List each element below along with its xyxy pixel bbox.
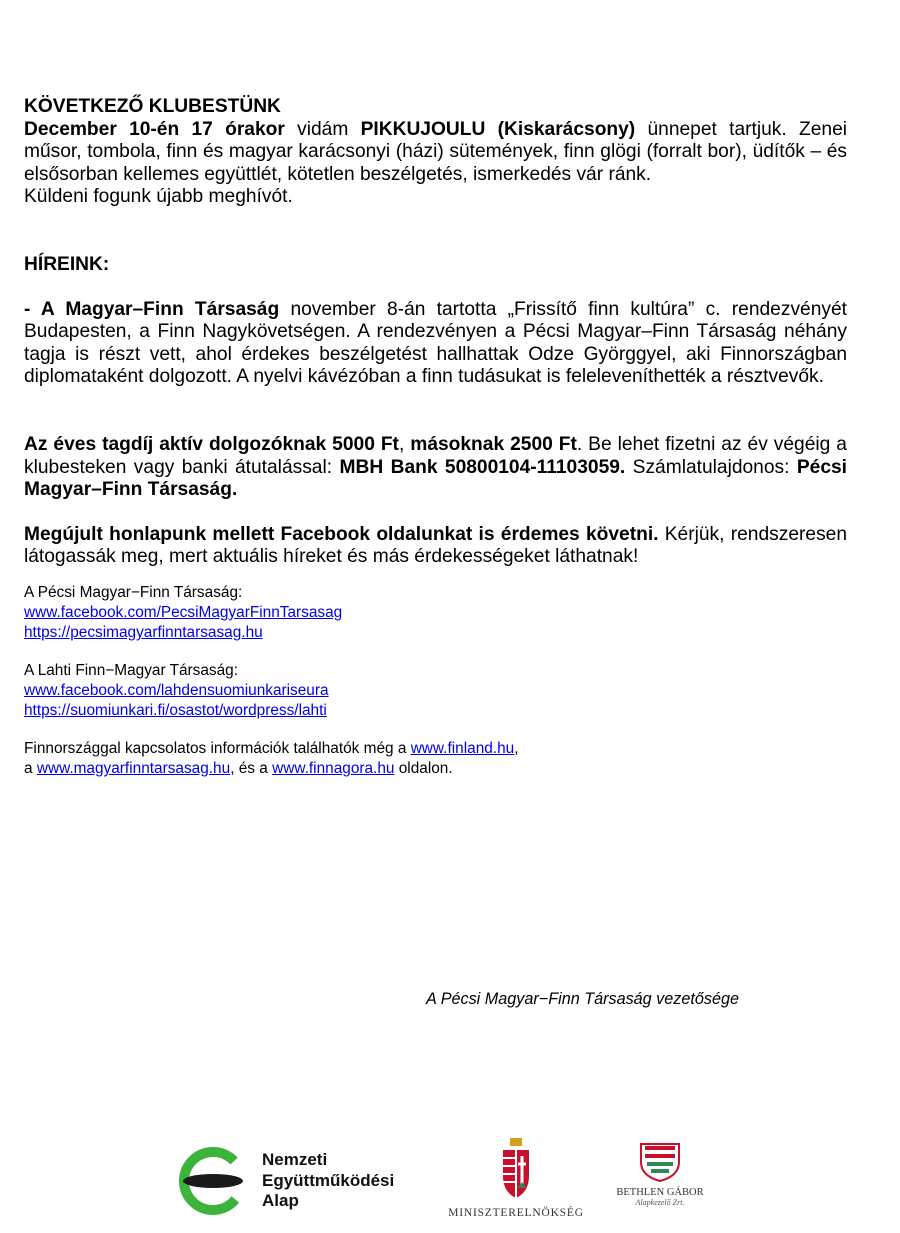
bethlen-logo: BETHLEN GÁBOR Alapkezelő Zrt. xyxy=(610,1138,710,1207)
news-paragraph: - A Magyar–Finn Társaság november 8-án tartotta „Frissítő finn kultúra” c. rendezvényét Budapesten, a Finn Nagykövetségen. A rendezvényen a Pécsi Magyar–Finn Társaság néhány tagja is részt vett, ahol érdekes beszélgetést hallhattak Odze Györggyel, aki Finnországban diplomataként dolgozott. A nyelvi kávézóban a finn tudásukat is feleleveníthették a résztvevők. xyxy=(24,298,847,388)
pecs-links xyxy=(24,583,847,643)
lahti-facebook-link[interactable]: www.facebook.com/lahdensuomiunkariseura xyxy=(24,681,329,699)
invite-note: Küldeni fogunk újabb meghívót. xyxy=(24,186,293,208)
info-links: Finnországgal kapcsolatos információk találhatók még a www.finland.hu, a www.magyarfinntarsasag.hu, és a www.finnagora.hu oldalon. xyxy=(24,739,519,777)
next-event-heading: KÖVETKEZŐ KLUBESTÜNK xyxy=(24,96,281,117)
lahti-label: A Lahti Finn−Magyar Társaság: xyxy=(24,661,239,679)
coat-of-arms-icon xyxy=(499,1136,533,1200)
document-body xyxy=(24,96,847,779)
news-heading: HÍREINK: xyxy=(24,253,110,275)
pecs-website-link[interactable]: https://pecsimagyarfinntarsasag.hu xyxy=(24,623,263,641)
next-event-paragraph: December 10-én 17 órakor vidám PIKKUJOULU (Kiskarácsony) ünnepet tartjuk. Zenei műsor, tombola, finn és magyar karácsonyi (házi) sütemények, finn glögi (forralt bor), üdítők – és elsősorban kellemes együttlét, kötetlen beszélgetés, ismerkedés vár ránk. xyxy=(24,118,847,185)
fee-paragraph: Az éves tagdíj aktív dolgozóknak 5000 Ft, másoknak 2500 Ft. Be lehet fizetni az év végéig a klubesteken vagy banki átutalással: MBH Bank 50800104-11103059. Számlatulajdonos: Pécsi Magyar–Finn Társaság. xyxy=(24,433,848,501)
event-name: PIKKUJOULU (Kiskarácsony) xyxy=(360,118,636,140)
magyarfinn-link[interactable]: www.magyarfinntarsasag.hu xyxy=(36,759,231,777)
facebook-paragraph: Megújult honlapunk mellett Facebook oldalunkat is érdemes követni. Kérjük, rendszeresen látogassák meg, mert aktuális híreket és más érdekességeket láthatnak! xyxy=(24,523,847,568)
pecs-facebook-link[interactable]: www.facebook.com/PecsiMagyarFinnTarsasag xyxy=(24,603,343,621)
pecs-label: A Pécsi Magyar−Finn Társaság: xyxy=(24,583,243,601)
signature: A Pécsi Magyar−Finn Társaság vezetősége xyxy=(426,990,739,1008)
sponsor-logos xyxy=(176,1136,736,1226)
bank-account: MBH Bank 50800104-11103059. xyxy=(339,456,626,478)
event-date: December 10-én 17 órakor xyxy=(24,118,285,140)
account-owner: Pécsi Magyar–Finn Társaság. xyxy=(24,456,848,501)
ministry-logo: MINISZTERELNÖKSÉG xyxy=(446,1136,586,1219)
bethlen-emblem-icon xyxy=(637,1138,683,1182)
nea-logo: Nemzeti Együttműködési Alap xyxy=(176,1144,394,1218)
finland-link[interactable]: www.finland.hu xyxy=(410,739,515,757)
finnagora-link[interactable]: www.finnagora.hu xyxy=(272,759,395,777)
lahti-links xyxy=(24,661,847,721)
nea-emblem-icon xyxy=(176,1144,250,1218)
lahti-website-link[interactable]: https://suomiunkari.fi/osastot/wordpress/lahti xyxy=(24,701,327,719)
